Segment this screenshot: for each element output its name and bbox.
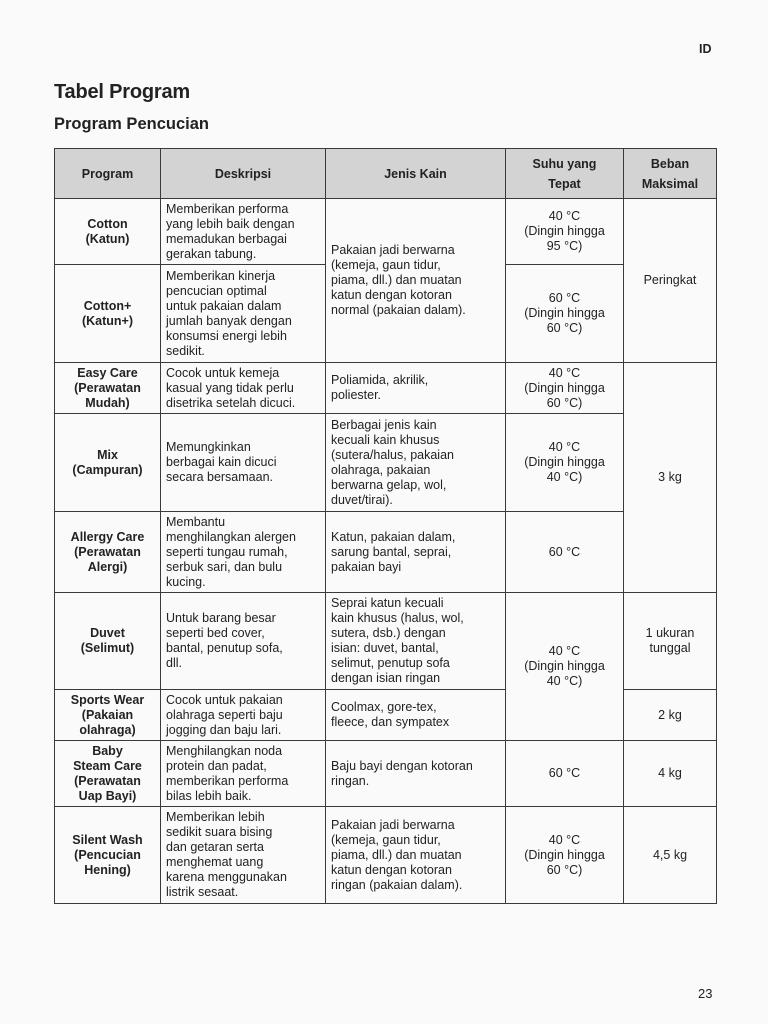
program-cell: Mix (Campuran) [55,414,161,512]
description-cell: Memberikan kinerja pencucian optimal untuk pakaian dalam jumlah banyak dengan konsumsi energi lebih sedikit. [161,265,326,363]
fabric-type-cell: Katun, pakaian dalam, sarung bantal, seprai, pakaian bayi [326,512,506,593]
program-cell: Sports Wear (Pakaian olahraga) [55,690,161,741]
program-cell: Easy Care (Perawatan Mudah) [55,363,161,414]
description-cell: Membantu menghilangkan alergen seperti tungau rumah, serbuk sari, dan bulu kucing. [161,512,326,593]
description-cell: Menghilangkan noda protein dan padat, memberikan performa bilas lebih baik. [161,741,326,807]
program-cell: Cotton (Katun) [55,199,161,265]
description-cell: Untuk barang besar seperti bed cover, bantal, penutup sofa, dll. [161,593,326,690]
description-cell: Cocok untuk pakaian olahraga seperti baju jogging dan baju lari. [161,690,326,741]
table-row [55,512,717,593]
fabric-type-cell: Berbagai jenis kain kecuali kain khusus (sutera/halus, pakaian olahraga, pakaian berwarna gelap, wol, duvet/tirai). [326,414,506,512]
temperature-cell: 60 °C [506,512,624,593]
table-row [55,199,717,265]
program-table [54,148,717,904]
table-row [55,741,717,807]
max-load-cell: 1 ukuran tunggal [624,593,717,690]
page-number: 23 [698,986,713,1001]
program-cell: Silent Wash (Pencucian Hening) [55,807,161,904]
temperature-cell: 40 °C (Dingin hingga 60 °C) [506,807,624,904]
max-load-cell: 4,5 kg [624,807,717,904]
temperature-cell: 40 °C (Dingin hingga 60 °C) [506,363,624,414]
table-row [55,363,717,414]
fabric-type-cell: Baju bayi dengan kotoran ringan. [326,741,506,807]
header-program: Program [55,149,161,199]
header-max-load: Beban Maksimal [624,149,717,199]
header-description: Deskripsi [161,149,326,199]
fabric-type-cell: Poliamida, akrilik, poliester. [326,363,506,414]
max-load-cell: Peringkat [624,199,717,363]
page-title: Tabel Program [54,81,190,103]
table-row [55,593,717,690]
table-row [55,414,717,512]
description-cell: Memberikan performa yang lebih baik dengan memadukan berbagai gerakan tabung. [161,199,326,265]
temperature-cell: 40 °C (Dingin hingga 40 °C) [506,414,624,512]
fabric-type-cell: Pakaian jadi berwarna (kemeja, gaun tidur, piama, dll.) dan muatan katun dengan kotoran normal (pakaian dalam). [326,199,506,363]
description-cell: Memberikan lebih sedikit suara bising dan getaran serta menghemat uang karena menggunakan listrik sesaat. [161,807,326,904]
max-load-cell: 2 kg [624,690,717,741]
section-title: Program Pencucian [54,115,209,133]
program-cell: Baby Steam Care (Perawatan Uap Bayi) [55,741,161,807]
language-tag: ID [699,42,712,56]
temperature-cell: 60 °C [506,741,624,807]
max-load-cell: 4 kg [624,741,717,807]
description-cell: Memungkinkan berbagai kain dicuci secara bersamaan. [161,414,326,512]
header-fabric-type: Jenis Kain [326,149,506,199]
table-header-row [55,149,717,199]
fabric-type-cell: Seprai katun kecuali kain khusus (halus, wol, sutera, dsb.) dengan isian: duvet, bantal, selimut, penutup sofa dengan isian ringan [326,593,506,690]
temperature-cell: 60 °C (Dingin hingga 60 °C) [506,265,624,363]
description-cell: Cocok untuk kemeja kasual yang tidak perlu disetrika setelah dicuci. [161,363,326,414]
program-cell: Duvet (Selimut) [55,593,161,690]
program-cell: Cotton+ (Katun+) [55,265,161,363]
fabric-type-cell: Pakaian jadi berwarna (kemeja, gaun tidur, piama, dll.) dan muatan katun dengan kotoran ringan (pakaian dalam). [326,807,506,904]
table-row [55,807,717,904]
max-load-cell: 3 kg [624,363,717,593]
header-temperature: Suhu yang Tepat [506,149,624,199]
program-cell: Allergy Care (Perawatan Alergi) [55,512,161,593]
fabric-type-cell: Coolmax, gore-tex, fleece, dan sympatex [326,690,506,741]
temperature-cell: 40 °C (Dingin hingga 95 °C) [506,199,624,265]
temperature-cell: 40 °C (Dingin hingga 40 °C) [506,593,624,741]
